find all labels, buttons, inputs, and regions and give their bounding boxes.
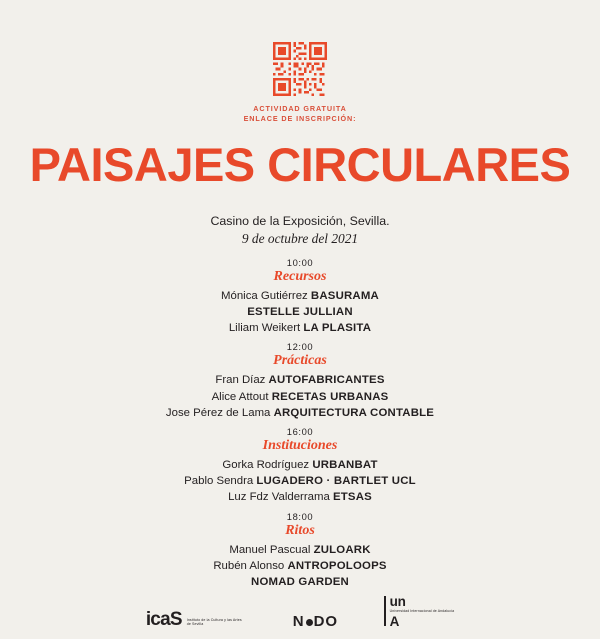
entry-person: Pablo Sendra bbox=[184, 475, 254, 488]
list-item bbox=[40, 389, 560, 405]
entry-org: ANTROPOLOOPS bbox=[287, 559, 387, 572]
venue-text: Casino de la Exposición, Sevilla. bbox=[210, 213, 390, 228]
entry-person: Rubén Alonso bbox=[213, 559, 285, 572]
entry-org: NOMAD GARDEN bbox=[251, 575, 349, 588]
list-item bbox=[40, 558, 560, 574]
block-title: Recursos bbox=[273, 268, 327, 284]
entry-org: BASURAMA bbox=[310, 289, 379, 302]
registration-note-line-1: ACTIVIDAD GRATUITA bbox=[253, 104, 347, 113]
icas-logo bbox=[146, 610, 247, 629]
entry-person: Liliam Weikert bbox=[228, 322, 301, 335]
entry-person: Gorka Rodríguez bbox=[222, 459, 310, 471]
list-item bbox=[40, 372, 560, 388]
list-item bbox=[40, 405, 560, 421]
icas-logo-subtitle: Instituto de la Cultura y las Artes de Sevilla bbox=[186, 617, 242, 627]
programme-block bbox=[40, 511, 560, 591]
entry-person: Jose Pérez de Lama bbox=[165, 406, 271, 419]
block-title: Prácticas bbox=[273, 353, 327, 369]
footer-logos bbox=[40, 595, 560, 639]
list-item bbox=[40, 574, 560, 590]
registration-note-line-2: ENLACE DE INSCRIPCIÓN: bbox=[243, 114, 357, 124]
qr-code-icon[interactable] bbox=[273, 42, 327, 96]
block-title: Ritos bbox=[285, 522, 315, 538]
entry-person: Mónica Gutiérrez bbox=[221, 289, 308, 302]
list-item bbox=[40, 489, 560, 505]
entry-org: URBANBAT bbox=[312, 459, 378, 471]
entry-person: Luz Fdz Valderrama bbox=[228, 491, 330, 504]
programme-block bbox=[40, 341, 560, 421]
icas-logo-wordmark: icaS bbox=[145, 608, 182, 630]
block-time: 18:00 bbox=[286, 510, 314, 522]
nodo-logo-left: N bbox=[292, 612, 305, 630]
date-text: 9 de octubre del 2021 bbox=[241, 230, 359, 246]
entry-org: LA PLASITA bbox=[303, 322, 372, 335]
entry-person: Alice Attout bbox=[211, 390, 269, 403]
programme-block bbox=[40, 426, 560, 506]
una-logo-line-2: A bbox=[389, 613, 400, 629]
una-logo-line-1: un bbox=[389, 594, 406, 610]
nodo-logo bbox=[293, 614, 338, 629]
list-item bbox=[40, 542, 560, 558]
entry-org: ETSAS bbox=[332, 491, 372, 504]
list-item bbox=[40, 320, 560, 336]
programme-block bbox=[40, 257, 560, 337]
entry-org: ESTELLE JULLIAN bbox=[247, 306, 353, 319]
entry-person: Manuel Pascual bbox=[229, 543, 311, 556]
una-logo-tagline: Universidad Internacional de Andalucía bbox=[389, 609, 455, 614]
block-time: 16:00 bbox=[286, 426, 314, 437]
programme-list bbox=[40, 257, 560, 595]
page-title: PAISAJES CIRCULARES bbox=[29, 137, 571, 191]
list-item bbox=[40, 304, 560, 320]
una-logo-text bbox=[390, 595, 455, 629]
entry-person: Fran Díaz bbox=[215, 374, 266, 387]
entry-org: LUGADERO · BARTLET UCL bbox=[256, 475, 416, 488]
qr-code-svg bbox=[273, 42, 327, 96]
registration-note bbox=[244, 104, 357, 125]
universidad-internacional-andalucia-logo bbox=[384, 595, 454, 629]
nodo-logo-dot-icon bbox=[306, 619, 313, 626]
list-item bbox=[40, 457, 560, 473]
block-title: Instituciones bbox=[262, 438, 338, 453]
block-time: 10:00 bbox=[286, 256, 314, 268]
entry-org: ARQUITECTURA CONTABLE bbox=[273, 406, 435, 419]
list-item bbox=[40, 473, 560, 489]
list-item bbox=[40, 288, 560, 304]
nodo-logo-right: DO bbox=[313, 612, 339, 630]
block-time: 12:00 bbox=[286, 341, 314, 353]
entry-org: ZULOARK bbox=[313, 543, 371, 556]
entry-org: RECETAS URBANAS bbox=[271, 390, 389, 403]
entry-org: AUTOFABRICANTES bbox=[268, 374, 385, 387]
